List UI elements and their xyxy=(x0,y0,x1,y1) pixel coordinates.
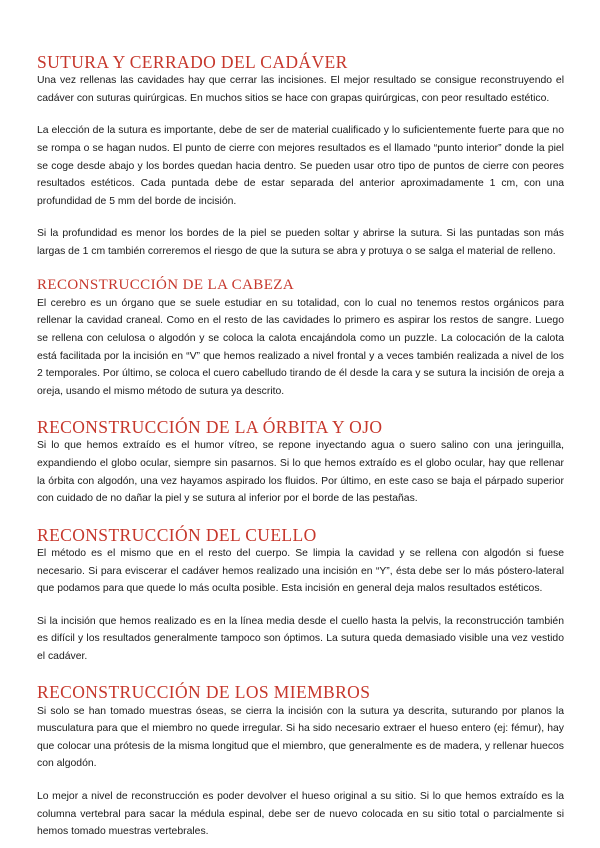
paragraph: Si la profundidad es menor los bordes de la piel se pueden soltar y abrirse la sutura. Si las puntadas son más largas de 1 cm también correremos el riesgo de que la sutura se abra y protuya o se salga el material de relleno. xyxy=(37,228,564,257)
section-sutura xyxy=(37,52,564,260)
paragraph: Si lo que hemos extraído es el humor vítreo, se repone inyectando agua o suero salino con una jeringuilla, expandiendo el globo ocular, siempre sin pasarnos. Si lo que hemos extraído es el globo ocular, hay que rellenar la órbita con algodón, una vez hayamos aspirado los fluidos. Por último, en este caso se baja el párpado superior con cuidado de no dañar la piel y se sutura al inferior por el borde de las pestañas. xyxy=(37,440,564,505)
section-miembros xyxy=(37,682,564,840)
paragraph: Si solo se han tomado muestras óseas, se cierra la incisión con la sutura ya descrita, suturando por planos la musculatura para que el miembro no quede irregular. Si ha sido necesario extraer el hueso entero (ej: fémur), hay que colocar una prótesis de la misma longitud que el miembro, que generalmente es de madera, y rellenar huecos con algodón. xyxy=(37,705,564,770)
section-cuello xyxy=(37,525,564,666)
paragraph: Si la incisión que hemos realizado es en la línea media desde el cuello hasta la pelvis, la reconstrucción también es difícil y los resultados generalmente tampoco son óptimos. La sutura queda demasiado visible una vez vestido el cadáver. xyxy=(37,615,564,662)
paragraph: Lo mejor a nivel de reconstrucción es poder devolver el hueso original a su sitio. Si lo que hemos extraído es la columna vertebral para sacar la médula espinal, debe ser de nuevo colocada en su sitio total o parcialmente si hemos tomado muestras vertebrales. xyxy=(37,790,564,838)
section-cabeza xyxy=(37,277,564,400)
paragraph: La elección de la sutura es importante, debe de ser de material cualificado y lo suficientemente fuerte para que no se rompa o se hagan nudos. El punto de cierre con mejores resultados es el llamado “punto interior” donde la piel se coge desde abajo y los bordes quedan hacia dentro. Se pueden usar otro tipo de puntos de cierre con peores resultados estéticos. Cada puntada debe de estar separada del anterior aproximadamente 1 cm, con una profundidad de 5 mm del borde de incisión. xyxy=(37,125,564,207)
paragraph: El cerebro es un órgano que se suele estudiar en su totalidad, con lo cual no tenemos restos orgánicos para rellenar la cavidad craneal. Como en el resto de las cavidades lo primero es aspirar los restos de sangre. Luego se rellena con celulosa o algodón y se coloca la calota encajándola como un puzzle. La colocación de la calota está facilitada por la incisión en “V” que hemos realizado a nivel frontal y a veces también realizada a nivel de los 2 temporales. Por último, se coloca el cuero cabelludo tirando de él desde la cara y se sutura la incisión de oreja a oreja, usando el mismo método de sutura ya descrito. xyxy=(37,297,564,397)
section-heading: RECONSTRUCCIÓN DE LA ÓRBITA Y OJO xyxy=(37,417,383,438)
section-heading: SUTURA Y CERRADO DEL CADÁVER xyxy=(37,52,348,72)
section-heading: RECONSTRUCCIÓN DE LOS MIEMBROS xyxy=(37,682,371,703)
paragraph: El método es el mismo que en el resto del cuerpo. Se limpia la cavidad y se rellena con algodón si fuese necesario. Si para eviscerar el cadáver hemos realizado una incisión en “Y”, ésta debe ser lo más póstero-lateral que podamos para que quede lo más oculta posible. Esta incisión en general deja malos resultados estéticos. xyxy=(37,547,564,595)
section-orbita xyxy=(37,417,564,508)
section-heading: RECONSTRUCCIÓN DEL CUELLO xyxy=(37,524,317,545)
paragraph: Una vez rellenas las cavidades hay que cerrar las incisiones. El mejor resultado se consigue reconstruyendo el cadáver con suturas quirúrgicas. En muchos sitios se hace con grapas quirúrgicas, con peor resultado estético. xyxy=(37,75,564,104)
section-heading: RECONSTRUCCIÓN DE LA CABEZA xyxy=(37,277,295,294)
